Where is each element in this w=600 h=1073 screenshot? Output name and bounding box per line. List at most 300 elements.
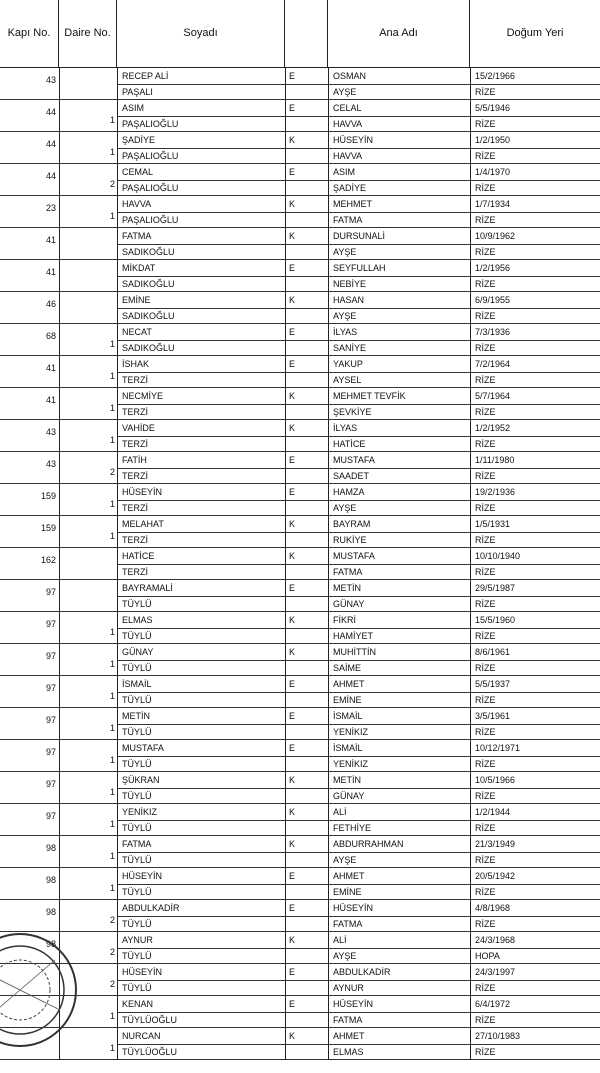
birth-date-cell: 7/3/1936 (475, 327, 511, 337)
birth-date-cell: 3/5/1961 (475, 711, 511, 721)
surname-cell: TÜYLÜ (122, 727, 152, 737)
gender-cell: K (289, 391, 296, 401)
birth-date-cell: 1/2/1950 (475, 135, 511, 145)
birth-date-cell: 15/5/1960 (475, 615, 516, 625)
kapi-no-cell: 41 (45, 395, 56, 405)
first-name-cell: AYNUR (122, 935, 153, 945)
mother-name-cell: HAVVA (333, 119, 363, 129)
subrow-divider (117, 340, 600, 341)
father-name-cell: MUHİTTİN (333, 647, 376, 657)
kapi-no-cell: 97 (45, 779, 56, 789)
header-dogum-yeri: Doğum Yeri (470, 0, 600, 68)
gender-cell: E (289, 71, 296, 81)
gender-cell: K (289, 615, 296, 625)
birth-place-cell: RİZE (475, 919, 496, 929)
father-name-cell: FİKRİ (333, 615, 357, 625)
mother-name-cell: AYŞE (333, 855, 357, 865)
birth-date-cell: 5/7/1964 (475, 391, 511, 401)
kapi-no-cell: 159 (40, 523, 56, 533)
column-divider (59, 68, 60, 1060)
header-soyadi: Soyadı (117, 0, 285, 68)
first-name-cell: METİN (122, 711, 150, 721)
subrow-divider (117, 404, 600, 405)
subrow-divider (117, 564, 600, 565)
kapi-no-cell: 41 (45, 235, 56, 245)
gender-cell: E (289, 327, 296, 337)
mother-name-cell: FATMA (333, 567, 363, 577)
kapi-no-cell: 98 (45, 907, 56, 917)
gender-cell: E (289, 711, 296, 721)
gender-cell: K (289, 1031, 296, 1041)
first-name-cell: HATİCE (122, 551, 155, 561)
daire-no-cell: 1 (109, 819, 115, 829)
column-divider (285, 68, 286, 1060)
mother-name-cell: HAMİYET (333, 631, 374, 641)
mother-name-cell: AYŞE (333, 503, 357, 513)
kapi-no-cell: 46 (45, 299, 56, 309)
surname-cell: TÜYLÜ (122, 919, 152, 929)
birth-place-cell: RİZE (475, 279, 496, 289)
father-name-cell: HÜSEYİN (333, 903, 374, 913)
official-seal-stamp (0, 930, 80, 1050)
father-name-cell: SEYFULLAH (333, 263, 386, 273)
surname-cell: TÜYLÜOĞLU (122, 1015, 178, 1025)
mother-name-cell: YENİKIZ (333, 727, 369, 737)
subrow-divider (117, 308, 600, 309)
father-name-cell: ABDULKADİR (333, 967, 391, 977)
father-name-cell: MUSTAFA (333, 455, 375, 465)
header-kapi-no: Kapı No. (0, 0, 59, 68)
kapi-no-cell: 97 (45, 811, 56, 821)
surname-cell: TERZİ (122, 439, 148, 449)
birth-date-cell: 1/2/1952 (475, 423, 511, 433)
daire-no-cell: 1 (109, 211, 115, 221)
column-divider (117, 68, 118, 1060)
subrow-divider (117, 116, 600, 117)
kapi-no-cell: 68 (45, 331, 56, 341)
subrow-divider (117, 148, 600, 149)
birth-date-cell: 6/4/1972 (475, 999, 511, 1009)
kapi-no-cell: 98 (45, 875, 56, 885)
first-name-cell: HÜSEYİN (122, 967, 163, 977)
father-name-cell: AHMET (333, 871, 365, 881)
gender-cell: E (289, 679, 296, 689)
gender-cell: E (289, 967, 296, 977)
subrow-divider (117, 532, 600, 533)
subrow-divider (117, 884, 600, 885)
father-name-cell: OSMAN (333, 71, 367, 81)
first-name-cell: RECEP ALİ (122, 71, 169, 81)
daire-no-cell (59, 592, 117, 608)
mother-name-cell: FATMA (333, 919, 363, 929)
mother-name-cell: RUKİYE (333, 535, 367, 545)
birth-date-cell: 10/10/1940 (475, 551, 521, 561)
mother-name-cell: SANİYE (333, 343, 367, 353)
mother-name-cell: AYŞE (333, 951, 357, 961)
birth-place-cell: RİZE (475, 151, 496, 161)
gender-cell: K (289, 551, 296, 561)
surname-cell: PAŞALIOĞLU (122, 119, 179, 129)
birth-place-cell: RİZE (475, 87, 496, 97)
father-name-cell: ALİ (333, 935, 347, 945)
surname-cell: SADIKOĞLU (122, 343, 175, 353)
mother-name-cell: EMİNE (333, 887, 362, 897)
birth-date-cell: 5/5/1946 (475, 103, 511, 113)
kapi-no-cell: 44 (45, 171, 56, 181)
father-name-cell: HÜSEYİN (333, 135, 374, 145)
gender-cell: K (289, 295, 296, 305)
mother-name-cell: ELMAS (333, 1047, 364, 1057)
kapi-no-cell: 41 (45, 267, 56, 277)
mother-name-cell: YENİKIZ (333, 759, 369, 769)
daire-no-cell: 1 (109, 147, 115, 157)
daire-no-cell: 1 (109, 531, 115, 541)
daire-no-cell: 1 (109, 371, 115, 381)
daire-no-cell (59, 80, 117, 96)
daire-no-cell (59, 560, 117, 576)
subrow-divider (117, 948, 600, 949)
father-name-cell: İLYAS (333, 423, 358, 433)
first-name-cell: NECMİYE (122, 391, 164, 401)
gender-cell: E (289, 359, 296, 369)
kapi-no-cell: 23 (45, 203, 56, 213)
gender-cell: E (289, 103, 296, 113)
subrow-divider (117, 276, 600, 277)
daire-no-cell: 1 (109, 691, 115, 701)
first-name-cell: MİKDAT (122, 263, 156, 273)
daire-no-cell: 1 (109, 627, 115, 637)
birth-place-cell: RİZE (475, 503, 496, 513)
surname-cell: TÜYLÜ (122, 631, 152, 641)
kapi-no-cell: 43 (45, 75, 56, 85)
surname-cell: PAŞALIOĞLU (122, 183, 179, 193)
daire-no-cell: 2 (109, 979, 115, 989)
father-name-cell: YAKUP (333, 359, 363, 369)
birth-place-cell: RİZE (475, 759, 496, 769)
birth-place-cell: RİZE (475, 375, 496, 385)
surname-cell: TÜYLÜ (122, 759, 152, 769)
surname-cell: TERZİ (122, 375, 148, 385)
subrow-divider (117, 372, 600, 373)
kapi-no-cell: 98 (45, 939, 56, 949)
mother-name-cell: SAADET (333, 471, 370, 481)
first-name-cell: HÜSEYİN (122, 871, 163, 881)
row-divider (117, 1059, 600, 1060)
surname-cell: TERZİ (122, 535, 148, 545)
birth-date-cell: 10/12/1971 (475, 743, 521, 753)
gender-cell: E (289, 871, 296, 881)
surname-cell: TERZİ (122, 503, 148, 513)
first-name-cell: FATMA (122, 231, 152, 241)
mother-name-cell: GÜNAY (333, 791, 365, 801)
daire-no-cell: 1 (109, 723, 115, 733)
kapi-no-cell: 97 (45, 619, 56, 629)
surname-cell: TÜYLÜ (122, 695, 152, 705)
father-name-cell: AHMET (333, 1031, 365, 1041)
birth-place-cell: HOPA (475, 951, 500, 961)
subrow-divider (117, 756, 600, 757)
kapi-no-cell: 41 (45, 363, 56, 373)
birth-date-cell: 1/7/1934 (475, 199, 511, 209)
birth-place-cell: RİZE (475, 823, 496, 833)
first-name-cell: NECAT (122, 327, 152, 337)
daire-no-cell (59, 240, 117, 256)
subrow-divider (117, 596, 600, 597)
daire-no-cell: 1 (109, 115, 115, 125)
surname-cell: TÜYLÜ (122, 983, 152, 993)
birth-date-cell: 4/8/1968 (475, 903, 511, 913)
mother-name-cell: SAİME (333, 663, 362, 673)
kapi-no-cell: 97 (45, 715, 56, 725)
daire-no-cell: 1 (109, 403, 115, 413)
mother-name-cell: AYNUR (333, 983, 364, 993)
birth-date-cell: 15/2/1966 (475, 71, 516, 81)
birth-date-cell: 1/2/1944 (475, 807, 511, 817)
surname-cell: PAŞALIOĞLU (122, 151, 179, 161)
kapi-no-cell: 43 (45, 427, 56, 437)
surname-cell: SADIKOĞLU (122, 311, 175, 321)
kapi-no-cell: 44 (45, 139, 56, 149)
gender-cell: E (289, 487, 296, 497)
kapi-no-cell: 44 (45, 107, 56, 117)
surname-cell: TÜYLÜ (122, 951, 152, 961)
subrow-divider (117, 628, 600, 629)
birth-date-cell: 1/5/1931 (475, 519, 511, 529)
father-name-cell: HÜSEYİN (333, 999, 374, 1009)
subrow-divider (117, 724, 600, 725)
first-name-cell: MUSTAFA (122, 743, 164, 753)
father-name-cell: AHMET (333, 679, 365, 689)
gender-cell: K (289, 839, 296, 849)
gender-cell: K (289, 519, 296, 529)
father-name-cell: ALİ (333, 807, 347, 817)
birth-place-cell: RİZE (475, 887, 496, 897)
birth-date-cell: 10/5/1966 (475, 775, 516, 785)
gender-cell: K (289, 199, 296, 209)
first-name-cell: ŞÜKRAN (122, 775, 160, 785)
first-name-cell: CEMAL (122, 167, 154, 177)
daire-no-cell: 2 (109, 947, 115, 957)
mother-name-cell: HAVVA (333, 151, 363, 161)
first-name-cell: YENİKIZ (122, 807, 158, 817)
mother-name-cell: FATMA (333, 215, 363, 225)
birth-place-cell: RİZE (475, 311, 496, 321)
daire-no-cell: 1 (109, 339, 115, 349)
mother-name-cell: EMİNE (333, 695, 362, 705)
first-name-cell: GÜNAY (122, 647, 154, 657)
mother-name-cell: AYŞE (333, 87, 357, 97)
mother-name-cell: NEBİYE (333, 279, 367, 289)
kapi-no-cell: 159 (40, 491, 56, 501)
daire-no-cell: 1 (109, 659, 115, 669)
gender-cell: E (289, 903, 296, 913)
surname-cell: PAŞALIOĞLU (122, 215, 179, 225)
birth-place-cell: RİZE (475, 1047, 496, 1057)
daire-no-cell: 1 (109, 851, 115, 861)
kapi-no-cell: 43 (45, 459, 56, 469)
kapi-no-cell: 98 (45, 843, 56, 853)
father-name-cell: HAMZA (333, 487, 365, 497)
daire-no-cell: 1 (109, 883, 115, 893)
mother-name-cell: FATMA (333, 1015, 363, 1025)
birth-place-cell: RİZE (475, 855, 496, 865)
birth-date-cell: 10/9/1962 (475, 231, 516, 241)
mother-name-cell: ŞADİYE (333, 183, 367, 193)
gender-cell: K (289, 775, 296, 785)
birth-place-cell: RİZE (475, 183, 496, 193)
father-name-cell: CELAL (333, 103, 362, 113)
subrow-divider (117, 980, 600, 981)
birth-date-cell: 24/3/1997 (475, 967, 516, 977)
column-divider (470, 68, 471, 1060)
daire-no-cell: 1 (109, 1043, 115, 1053)
birth-date-cell: 5/5/1937 (475, 679, 511, 689)
birth-place-cell: RİZE (475, 119, 496, 129)
column-divider (328, 68, 329, 1060)
daire-no-cell: 1 (109, 787, 115, 797)
subrow-divider (117, 788, 600, 789)
father-name-cell: MUSTAFA (333, 551, 375, 561)
subrow-divider (117, 852, 600, 853)
first-name-cell: İSHAK (122, 359, 150, 369)
subrow-divider (117, 1044, 600, 1045)
first-name-cell: HAVVA (122, 199, 152, 209)
mother-name-cell: AYSEL (333, 375, 362, 385)
birth-date-cell: 8/6/1961 (475, 647, 511, 657)
gender-cell: K (289, 807, 296, 817)
first-name-cell: ŞADİYE (122, 135, 156, 145)
surname-cell: TÜYLÜ (122, 791, 152, 801)
birth-place-cell: RİZE (475, 215, 496, 225)
daire-no-cell (59, 304, 117, 320)
surname-cell: TÜYLÜ (122, 855, 152, 865)
surname-cell: SADIKOĞLU (122, 279, 175, 289)
first-name-cell: İSMAİL (122, 679, 152, 689)
father-name-cell: İSMAİL (333, 711, 363, 721)
birth-place-cell: RİZE (475, 663, 496, 673)
first-name-cell: MELAHAT (122, 519, 164, 529)
first-name-cell: ASIM (122, 103, 145, 113)
birth-date-cell: 1/11/1980 (475, 455, 515, 465)
father-name-cell: MEHMET TEVFİK (333, 391, 406, 401)
first-name-cell: NURCAN (122, 1031, 161, 1041)
father-name-cell: METİN (333, 775, 361, 785)
gender-cell: E (289, 999, 296, 1009)
gender-cell: E (289, 583, 296, 593)
birth-place-cell: RİZE (475, 791, 496, 801)
subrow-divider (117, 180, 600, 181)
birth-place-cell: RİZE (475, 439, 496, 449)
first-name-cell: VAHİDE (122, 423, 155, 433)
subrow-divider (117, 436, 600, 437)
surname-cell: SADIKOĞLU (122, 247, 175, 257)
subrow-divider (117, 84, 600, 85)
gender-cell: E (289, 263, 296, 273)
gender-cell: K (289, 647, 296, 657)
first-name-cell: FATİH (122, 455, 147, 465)
birth-date-cell: 6/9/1955 (475, 295, 511, 305)
gender-cell: K (289, 423, 296, 433)
first-name-cell: ELMAS (122, 615, 153, 625)
surname-cell: TÜYLÜ (122, 887, 152, 897)
father-name-cell: MEHMET (333, 199, 372, 209)
surname-cell: TERZİ (122, 567, 148, 577)
header-blank (285, 0, 328, 68)
daire-no-cell: 1 (109, 755, 115, 765)
first-name-cell: HÜSEYİN (122, 487, 163, 497)
subrow-divider (117, 468, 600, 469)
kapi-no-cell: 97 (45, 747, 56, 757)
first-name-cell: FATMA (122, 839, 152, 849)
birth-date-cell: 1/4/1970 (475, 167, 511, 177)
mother-name-cell: GÜNAY (333, 599, 365, 609)
subrow-divider (117, 500, 600, 501)
birth-place-cell: RİZE (475, 599, 496, 609)
subrow-divider (117, 692, 600, 693)
gender-cell: K (289, 135, 296, 145)
birth-date-cell: 1/2/1956 (475, 263, 511, 273)
birth-place-cell: RİZE (475, 631, 496, 641)
father-name-cell: HASAN (333, 295, 365, 305)
birth-place-cell: RİZE (475, 247, 496, 257)
birth-place-cell: RİZE (475, 1015, 496, 1025)
surname-cell: TÜYLÜ (122, 599, 152, 609)
first-name-cell: EMİNE (122, 295, 151, 305)
first-name-cell: KENAN (122, 999, 154, 1009)
birth-place-cell: RİZE (475, 535, 496, 545)
birth-date-cell: 20/5/1942 (475, 871, 516, 881)
father-name-cell: DURSUNALİ (333, 231, 386, 241)
kapi-no-cell: 97 (45, 587, 56, 597)
header-daire-no: Daire No. (59, 0, 117, 68)
kapi-no-cell: 97 (45, 651, 56, 661)
birth-place-cell: RİZE (475, 727, 496, 737)
mother-name-cell: AYŞE (333, 311, 357, 321)
birth-place-cell: RİZE (475, 567, 496, 577)
kapi-no-cell: 162 (40, 555, 56, 565)
birth-date-cell: 7/2/1964 (475, 359, 511, 369)
gender-cell: E (289, 743, 296, 753)
surname-cell: TERZİ (122, 407, 148, 417)
subrow-divider (117, 1012, 600, 1013)
mother-name-cell: HATİCE (333, 439, 366, 449)
mother-name-cell: AYŞE (333, 247, 357, 257)
birth-place-cell: RİZE (475, 983, 496, 993)
father-name-cell: ABDURRAHMAN (333, 839, 404, 849)
birth-date-cell: 24/3/1968 (475, 935, 516, 945)
surname-cell: TÜYLÜOĞLU (122, 1047, 178, 1057)
mother-name-cell: ŞEVKİYE (333, 407, 372, 417)
daire-no-cell: 2 (109, 179, 115, 189)
birth-date-cell: 27/10/1983 (475, 1031, 521, 1041)
subrow-divider (117, 244, 600, 245)
daire-no-cell: 1 (109, 499, 115, 509)
daire-no-cell: 2 (109, 915, 115, 925)
birth-place-cell: RİZE (475, 471, 496, 481)
father-name-cell: BAYRAM (333, 519, 371, 529)
birth-date-cell: 29/5/1987 (475, 583, 516, 593)
daire-no-cell: 1 (109, 435, 115, 445)
daire-no-cell: 2 (109, 467, 115, 477)
birth-place-cell: RİZE (475, 695, 496, 705)
subrow-divider (117, 212, 600, 213)
birth-place-cell: RİZE (475, 343, 496, 353)
surname-cell: TÜYLÜ (122, 663, 152, 673)
gender-cell: E (289, 455, 296, 465)
first-name-cell: ABDULKADİR (122, 903, 180, 913)
father-name-cell: METİN (333, 583, 361, 593)
gender-cell: K (289, 231, 296, 241)
